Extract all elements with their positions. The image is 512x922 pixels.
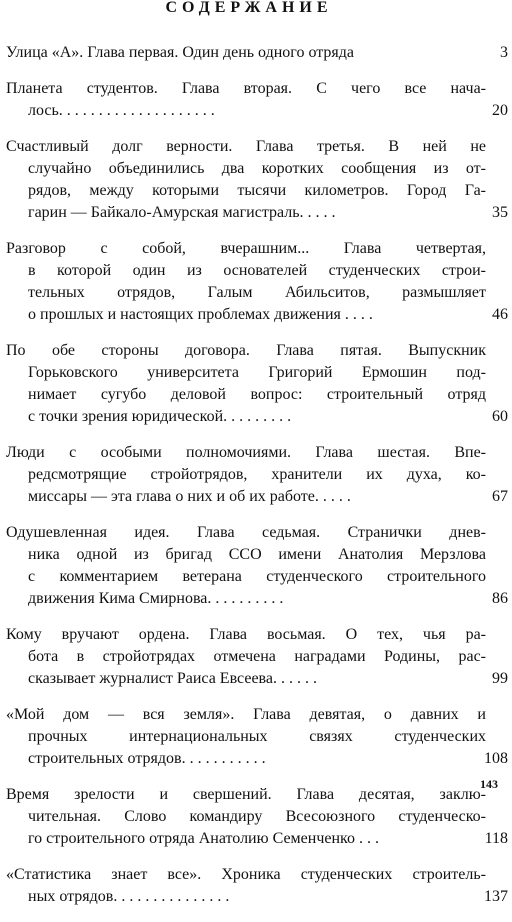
toc-entry [6,238,508,326]
toc-entry-page-number: 20 [492,102,508,119]
toc-entry-line: ных отрядов. . . . . . . . . . . . . . . [28,888,230,905]
toc-entry-line: в которой один из основателей студенческих строи- [28,262,486,279]
toc-entry-line: миссары — эта глава о них и об их работе. . . . . [28,488,351,505]
page-number: 143 [480,777,498,791]
toc-entry-page-number: 60 [492,408,508,425]
toc-entry-line: го строительного отряда Анатолию Семенченко . . . [28,830,379,847]
toc-entry-text [6,864,486,908]
toc-entry [6,704,508,770]
toc-entry-page-number: 86 [492,590,508,607]
toc-entry-text [6,522,486,610]
toc-entry-line: Улица «А». Глава первая. Один день одного отряда [6,44,355,61]
toc-entry-line: «Статистика знает все». Хроника студенческих строитель- [6,866,486,883]
toc-entry-line: прочных интернациональных связях студенческих [28,728,486,745]
toc-entry [6,864,508,908]
toc-entry-page-number: 67 [492,488,508,505]
toc-entry-line: строительных отрядов. . . . . . . . . . . [28,750,266,767]
toc-entry-text [6,704,486,770]
toc-entry-line: лось. . . . . . . . . . . . . . . . . . . . [28,102,215,119]
toc-entry-page-number: 46 [492,306,508,323]
toc-entry-line: о прошлых и настоящих проблемах движения . . . . [28,306,373,323]
toc-entry-line: Планета студентов. Глава вторая. С чего все нача- [6,80,486,97]
toc-entry-line: сказывает журналист Раиса Евсеева. . . . . . [28,670,317,687]
toc-entry-text [6,340,486,428]
toc-entry [6,340,508,428]
toc-entry-line: бота в стройотрядах отмечена наградами Родины, рас- [28,648,486,665]
toc-entry-page-number: 118 [484,830,508,847]
toc-entry-line: чительная. Слово командиру Всесоюзного студенческо- [28,808,486,825]
toc-entry-line: Время зрелости и свершений. Глава десятая, заклю- [6,786,486,803]
toc-entry-text [6,784,486,850]
toc-entry-line: Кому вручают ордена. Глава восьмая. О тех, чья ра- [6,626,486,643]
toc-entry-text [6,42,486,64]
toc-entry-text [6,238,486,326]
toc-entry-line: ника одной из бригад ССО имени Анатолия Мерзлова [28,546,486,563]
toc-entry [6,78,508,122]
page-title: СОДЕРЖАНИЕ [165,0,333,16]
toc-entry-page-number: 3 [500,44,508,61]
toc-entry-page-number: 35 [492,204,508,221]
toc-entry-line: «Мой дом — вся земля». Глава девятая, о давних и [6,706,486,723]
toc-entry-page-number: 108 [484,750,508,767]
toc-entry-line: движения Кима Смирнова. . . . . . . . . . [28,590,284,607]
toc-entry-line: Горьковского университета Григорий Ермошин под- [28,364,486,381]
toc-entry-text [6,624,486,690]
toc-entry-page-number: 99 [492,670,508,687]
toc-entry [6,136,508,224]
toc-entry-line: редсмотрящие стройотрядов, хранители их духа, ко- [28,466,486,483]
toc-entry-page-number: 137 [484,888,508,905]
toc-entry-text [6,442,486,508]
toc-entry-line: Разговор с собой, вчерашним... Глава четвертая, [6,240,486,257]
toc-entry-line: с комментарием ветерана студенческого строительного [28,568,486,585]
toc-entry-line: гарин — Байкало-Амурская магистраль. . . . . [28,204,336,221]
toc-entry [6,442,508,508]
toc-entry-line: Одушевленная идея. Глава седьмая. Странички днев- [6,524,486,541]
toc-entry-line: По обе стороны договора. Глава пятая. Выпускник [6,342,486,359]
toc-entry [6,624,508,690]
toc-entry-line: с точки зрения юридической. . . . . . . . . [28,408,292,425]
toc-entry-line: случайно объединились два коротких сообщения из от- [28,160,486,177]
toc-entry-text [6,78,486,122]
toc-entry-line: Счастливый долг верности. Глава третья. В ней не [6,138,486,155]
toc-entry-line: нимает сугубо деловой вопрос: строительный отряд [28,386,486,403]
toc-entry-line: Люди с особыми полномочиями. Глава шестая. Впе- [6,444,486,461]
toc-entry-line: тельных отрядов, Галым Абильситов, размышляет [28,284,486,301]
toc-entry-text [6,136,486,224]
toc-entry [6,42,508,64]
toc-entry-line: рядов, между которыми тысячи километров. Город Га- [28,182,486,199]
toc-entry [6,522,508,610]
